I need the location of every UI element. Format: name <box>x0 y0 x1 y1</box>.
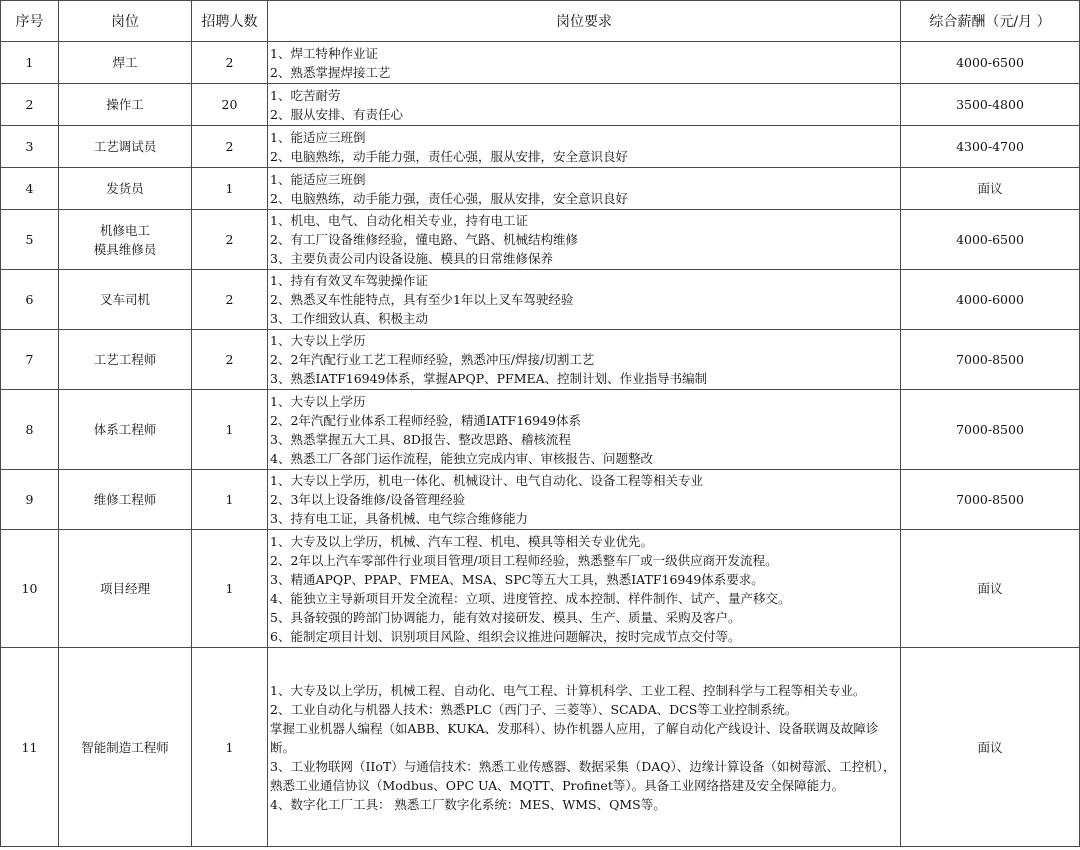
position-name: 发货员 <box>106 181 144 196</box>
salary-cell: 面议 <box>901 530 1080 648</box>
requirement-line: 3、精通APQP、PPAP、FMEA、MSA、SPC等五大工具，熟悉IATF16949体系要求。 <box>270 571 764 587</box>
requirement-line: 2、电脑熟练，动手能力强，责任心强，服从安排，安全意识良好 <box>270 148 628 164</box>
requirement-line: 2、熟悉叉车性能特点，具有至少1年以上叉车驾驶经验 <box>270 292 574 307</box>
requirement-line: 3、持有电工证，具备机械、电气综合维修能力 <box>270 511 528 526</box>
headcount-cell: 1 <box>192 390 268 470</box>
position-cell <box>59 330 192 390</box>
position-name: 工艺调试员 <box>93 139 157 154</box>
position-name: 叉车司机 <box>99 292 150 307</box>
position-name: 体系工程师 <box>93 422 157 437</box>
headcount-cell: 1 <box>192 648 268 847</box>
headcount-cell: 2 <box>192 126 268 168</box>
row-number: 8 <box>1 390 59 470</box>
salary-cell: 7000-8500 <box>901 470 1080 530</box>
position-cell <box>59 168 192 210</box>
table-row <box>1 530 1080 648</box>
requirement-line: 1、能适应三班倒 <box>270 129 366 145</box>
requirement-line: 3、熟悉IATF16949体系，掌握APQP、PFMEA、控制计划、作业指导书编制 <box>270 371 708 386</box>
requirement-line: 1、焊工特种作业证 <box>270 45 378 61</box>
position-cell <box>59 126 192 168</box>
position-name: 模具维修员 <box>93 241 157 257</box>
requirements-cell <box>268 648 901 847</box>
table-row <box>1 390 1080 470</box>
requirement-line: 1、大专以上学历 <box>270 393 366 409</box>
table-row <box>1 330 1080 390</box>
requirement-line: 3、工作细致认真、积极主动 <box>270 311 428 326</box>
requirement-line: 2、2年以上汽车零部件行业项目管理/项目工程师经验，熟悉整车厂或一级供应商开发流程。 <box>270 552 778 568</box>
requirement-line: 2、工业自动化与机器人技术：熟悉PLC（西门子、三菱等）、SCADA、DCS等工业控制系统。 <box>270 701 798 717</box>
position-name: 维修工程师 <box>93 492 157 507</box>
position-name: 项目经理 <box>99 581 150 596</box>
position-cell <box>59 84 192 126</box>
row-number: 10 <box>1 530 59 648</box>
headcount-cell: 1 <box>192 470 268 530</box>
position-cell <box>59 210 192 270</box>
table-row <box>1 648 1080 847</box>
salary-cell: 4000-6000 <box>901 270 1080 330</box>
requirement-line: 1、机电、电气、自动化相关专业，持有电工证 <box>270 213 528 228</box>
requirement-line: 2、熟悉掌握焊接工艺 <box>270 64 391 80</box>
headcount-cell: 2 <box>192 210 268 270</box>
header-salary: 综合薪酬（元/月 ） <box>901 1 1080 42</box>
table-row <box>1 168 1080 210</box>
headcount-cell: 1 <box>192 530 268 648</box>
salary-cell: 4000-6500 <box>901 42 1080 84</box>
requirement-line: 1、大专及以上学历，机械、汽车工程、机电、模具等相关专业优先。 <box>270 533 653 549</box>
position-cell <box>59 648 192 847</box>
row-number: 6 <box>1 270 59 330</box>
salary-cell: 4000-6500 <box>901 210 1080 270</box>
table-row <box>1 126 1080 168</box>
row-number: 2 <box>1 84 59 126</box>
table-row <box>1 470 1080 530</box>
requirements-cell <box>268 270 901 330</box>
table-row <box>1 210 1080 270</box>
headcount-cell: 20 <box>192 84 268 126</box>
header-requirements: 岗位要求 <box>268 1 901 42</box>
position-name: 操作工 <box>106 97 144 112</box>
position-name: 焊工 <box>112 55 138 70</box>
requirement-line: 1、大专以上学历，机电一体化、机械设计、电气自动化、设备工程等相关专业 <box>270 473 703 488</box>
requirement-line: 2、电脑熟练，动手能力强，责任心强，服从安排，安全意识良好 <box>270 190 628 206</box>
requirements-cell <box>268 390 901 470</box>
header-no: 序号 <box>1 1 59 42</box>
salary-cell: 7000-8500 <box>901 390 1080 470</box>
salary-cell: 4300-4700 <box>901 126 1080 168</box>
requirement-line: 4、数字化工厂工具： 熟悉工厂数字化系统：MES、WMS、QMS等。 <box>270 796 666 812</box>
requirements-cell <box>268 530 901 648</box>
requirement-line: 1、大专及以上学历，机械工程、自动化、电气工程、计算机科学、工业工程、控制科学与工程等相关专业。 <box>270 682 866 698</box>
requirements-cell <box>268 470 901 530</box>
requirement-line: 1、能适应三班倒 <box>270 171 366 187</box>
row-number: 7 <box>1 330 59 390</box>
requirement-line: 2、2年汽配行业工艺工程师经验，熟悉冲压/焊接/切割工艺 <box>270 352 595 367</box>
headcount-cell: 1 <box>192 168 268 210</box>
table-row <box>1 270 1080 330</box>
table-row <box>1 84 1080 126</box>
position-cell <box>59 530 192 648</box>
position-cell <box>59 42 192 84</box>
requirement-line: 2、2年汽配行业体系工程师经验，精通IATF16949体系 <box>270 412 581 428</box>
requirement-line: 4、能独立主导新项目开发全流程：立项、进度管控、成本控制、样件制作、试产、量产移交。 <box>270 590 791 606</box>
requirements-cell <box>268 126 901 168</box>
row-number: 11 <box>1 648 59 847</box>
requirement-line: 5、具备较强的跨部门协调能力，能有效对接研发、模具、生产、质量、采购及客户。 <box>270 609 741 625</box>
requirement-line: 掌握工业机器人编程（如ABB、KUKA、发那科）、协作机器人应用，了解自动化产线设计、设备联调及故障诊断。 <box>270 720 879 755</box>
salary-cell: 7000-8500 <box>901 330 1080 390</box>
requirement-line: 1、吃苦耐劳 <box>270 87 341 103</box>
requirement-line: 3、工业物联网（IIoT）与通信技术：熟悉工业传感器、数据采集（DAQ）、边缘计算设备（如树莓派、工控机），熟悉工业通信协议（Modbus、OPC UA、MQTT、Profinet等）。具备工业网络搭建及安全保障能力。 <box>270 758 896 793</box>
requirement-line: 3、主要负责公司内设备设施、模具的日常维修保养 <box>270 251 553 266</box>
salary-cell: 3500-4800 <box>901 84 1080 126</box>
row-number: 1 <box>1 42 59 84</box>
requirements-cell <box>268 168 901 210</box>
row-number: 4 <box>1 168 59 210</box>
salary-cell: 面议 <box>901 168 1080 210</box>
table-body <box>1 42 1080 847</box>
header-position: 岗位 <box>59 1 192 42</box>
requirement-line: 2、服从安排、有责任心 <box>270 106 403 122</box>
requirement-line: 1、大专以上学历 <box>270 333 366 348</box>
requirements-cell <box>268 42 901 84</box>
header-row <box>1 1 1080 42</box>
requirement-line: 4、熟悉工厂各部门运作流程，能独立完成内审、审核报告、问题整改 <box>270 450 653 466</box>
requirement-line: 1、持有有效叉车驾驶操作证 <box>270 273 428 288</box>
position-cell <box>59 470 192 530</box>
salary-cell: 面议 <box>901 648 1080 847</box>
position-name: 机修电工 <box>99 222 150 238</box>
position-name: 工艺工程师 <box>93 352 157 367</box>
row-number: 5 <box>1 210 59 270</box>
table-row <box>1 42 1080 84</box>
requirement-line: 3、熟悉掌握五大工具、8D报告、整改思路、稽核流程 <box>270 431 571 447</box>
row-number: 3 <box>1 126 59 168</box>
headcount-cell: 2 <box>192 330 268 390</box>
position-name: 智能制造工程师 <box>81 739 169 755</box>
requirement-line: 6、能制定项目计划、识别项目风险、组织会议推进问题解决，按时完成节点交付等。 <box>270 628 741 644</box>
requirement-line: 2、3年以上设备维修/设备管理经验 <box>270 492 466 507</box>
headcount-cell: 2 <box>192 270 268 330</box>
position-cell <box>59 390 192 470</box>
header-count: 招聘人数 <box>192 1 268 42</box>
requirements-cell <box>268 210 901 270</box>
headcount-cell: 2 <box>192 42 268 84</box>
position-cell <box>59 270 192 330</box>
row-number: 9 <box>1 470 59 530</box>
requirements-cell <box>268 330 901 390</box>
requirements-cell <box>268 84 901 126</box>
requirement-line: 2、有工厂设备维修经验，懂电路、气路、机械结构维修 <box>270 232 578 247</box>
